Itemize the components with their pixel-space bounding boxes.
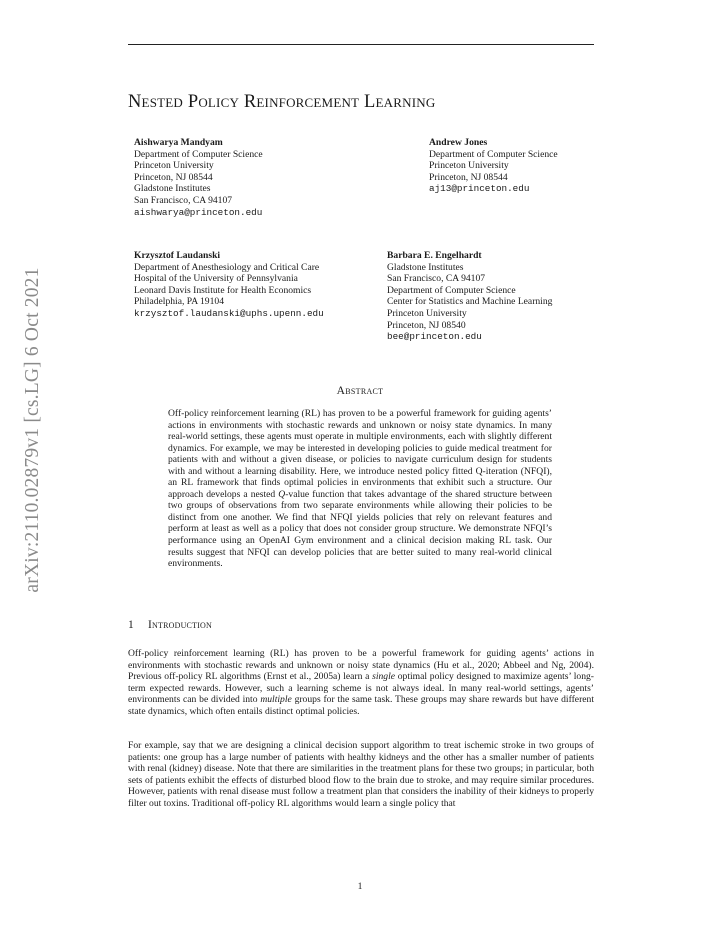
author-block-mandyam bbox=[134, 137, 263, 218]
affiliation-line: Department of Computer Science bbox=[429, 148, 558, 160]
affiliation-line: Princeton, NJ 08544 bbox=[429, 171, 508, 183]
affiliation-line: San Francisco, CA 94107 bbox=[134, 194, 233, 206]
intro-paragraph-2: For example, say that we are designing a clinical decision support algorithm to treat ischemic stroke in two groups of patients: one group has a large number of patients with healthy kidneys and the other has a smaller number of patients with renal (kidney) disease. Note that there are similarities in the treatment plans for these two groups; in particular, both sets of patients exhibit the effects of disturbed blood flow to the brain due to stroke, and may require similar procedures. However, patients with renal disease must follow a treatment plan that considers the inability of their kidneys to properly filter out toxins. Traditional off-policy RL algorithms would learn a single policy that bbox=[128, 740, 594, 809]
author-email[interactable]: aishwarya@princeton.edu bbox=[134, 206, 263, 218]
top-rule bbox=[128, 44, 594, 45]
arxiv-identifier: arXiv:2110.02879v1 [cs.LG] 6 Oct 2021 bbox=[22, 267, 43, 593]
affiliation-line: Princeton University bbox=[429, 160, 509, 172]
author-email[interactable]: bee@princeton.edu bbox=[387, 331, 482, 343]
affiliation-line: Department of Computer Science bbox=[134, 148, 263, 160]
emphasis: multiple bbox=[260, 694, 292, 706]
arxiv-sidebar bbox=[0, 0, 60, 932]
section-heading-introduction bbox=[128, 619, 212, 631]
section-number: 1 bbox=[128, 619, 134, 631]
affiliation-line: Department of Computer Science bbox=[387, 284, 516, 296]
paragraph-text: Off-policy reinforcement learning (RL) has proven to be a powerful framework for guiding agents’ actions in environments with stochastic rewards and unknown or noisy state dynamics (Hu et al., 2020; Abbeel and Ng, 2004). Previous off-policy RL algorithms (Ernst et al., 2005a) learn a bbox=[128, 648, 594, 683]
page-number: 1 bbox=[357, 881, 363, 892]
affiliation-line: Gladstone Institutes bbox=[134, 183, 211, 195]
affiliation-line: Department of Anesthesiology and Critical Care bbox=[134, 261, 320, 273]
affiliation-line: Gladstone Institutes bbox=[387, 261, 464, 273]
affiliation-line: San Francisco, CA 94107 bbox=[387, 273, 486, 285]
abstract-text: -value function that takes advantage of the shared structure between two groups of observations from two separate environments while allowing their policies to be distinct from one another. We find that NFQI yields policies that rely on relevant features and perform at least as well as a policy that does not consider group structure. We demonstrate NFQI’s performance using an OpenAI Gym environment and a clinical decision making RL task. Our results suggest that NFQI can develop policies that are better suited to many real-world clinical environments. bbox=[168, 488, 552, 570]
author-block-laudanski bbox=[134, 250, 324, 320]
emphasis: single bbox=[372, 671, 396, 683]
paper-title: Nested Policy Reinforcement Learning bbox=[128, 92, 436, 112]
author-email[interactable]: krzysztof.laudanski@uphs.upenn.edu bbox=[134, 307, 324, 319]
affiliation-line: Princeton, NJ 08544 bbox=[134, 171, 213, 183]
author-block-jones bbox=[429, 137, 558, 195]
affiliation-line: Princeton, NJ 08540 bbox=[387, 319, 466, 331]
author-name: Barbara E. Engelhardt bbox=[387, 250, 482, 261]
intro-paragraph-1 bbox=[128, 648, 594, 717]
author-name: Andrew Jones bbox=[429, 137, 488, 148]
abstract-body bbox=[168, 408, 552, 570]
abstract-text: Off-policy reinforcement learning (RL) has proven to be a powerful framework for guiding agents’ actions in environments with stochastic rewards and unknown or noisy state dynamics. In many real-world settings, these agents must operate in multiple environments, each with slightly different dynamics. For example, we may be interested in developing policies to guide medical treatment for patients with and without a given disease, or policies to navigate curriculum design for students with and without a learning disability. Here, we introduce nested policy fitted Q-iteration (NFQI), an RL framework that finds optimal policies in environments that exhibit such a structure. Our approach develops a nested bbox=[168, 408, 552, 500]
abstract-heading: Abstract bbox=[336, 385, 384, 397]
author-name: Aishwarya Mandyam bbox=[134, 137, 223, 148]
section-title: Introduction bbox=[148, 619, 213, 631]
paragraph-text: groups for the same task. These groups may share rewards but have different state dynamics, which often entails distinct optimal policies. bbox=[128, 694, 594, 717]
affiliation-line: Philadelphia, PA 19104 bbox=[134, 296, 224, 308]
affiliation-line: Princeton University bbox=[134, 160, 214, 172]
author-block-engelhardt bbox=[387, 250, 552, 343]
affiliation-line: Princeton University bbox=[387, 307, 467, 319]
author-email[interactable]: aj13@princeton.edu bbox=[429, 183, 530, 195]
paragraph-text: optimal policy designed to maximize agents’ long-term expected rewards. However, such a learning scheme is not always ideal. In many real-world settings, agents’ environments can be divided into bbox=[128, 671, 594, 706]
author-name: Krzysztof Laudanski bbox=[134, 250, 221, 261]
q-symbol: Q bbox=[278, 488, 286, 500]
affiliation-line: Center for Statistics and Machine Learning bbox=[387, 296, 553, 308]
affiliation-line: Leonard Davis Institute for Health Economics bbox=[134, 284, 312, 296]
affiliation-line: Hospital of the University of Pennsylvania bbox=[134, 273, 298, 285]
